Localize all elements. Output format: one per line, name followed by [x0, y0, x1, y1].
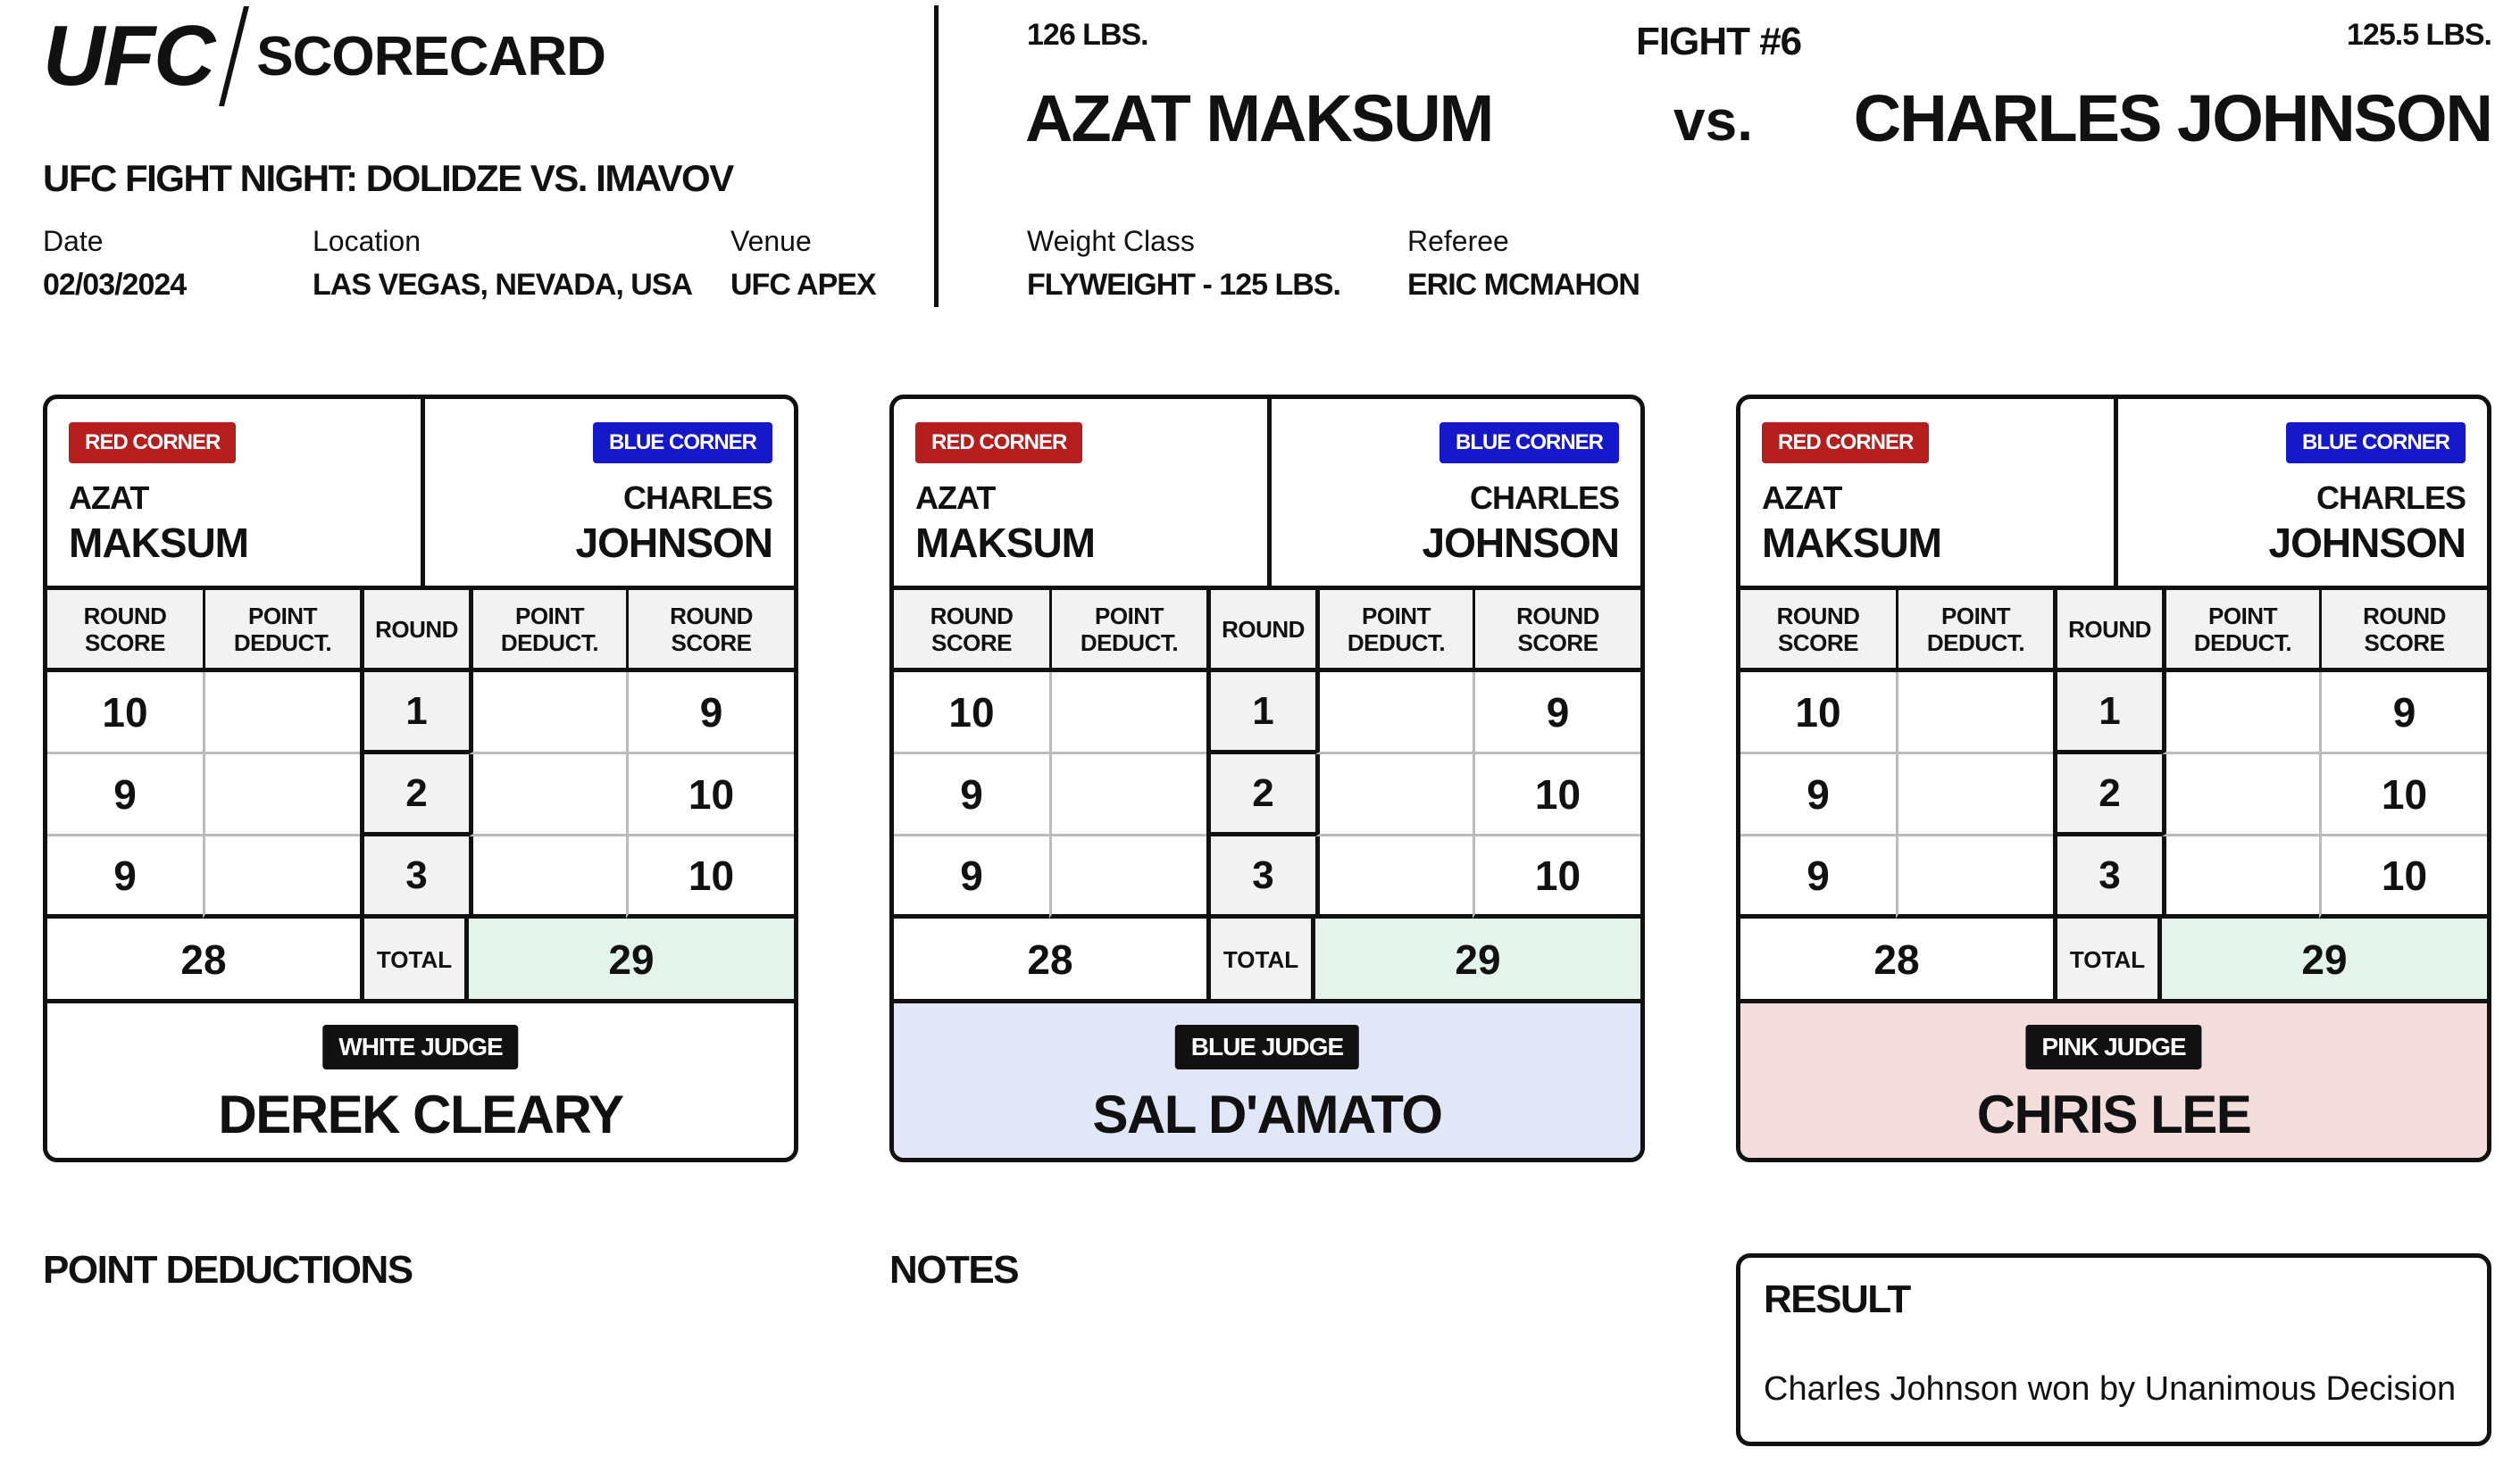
vs-label: vs. [1673, 88, 1753, 153]
blue-round-score: 10 [1473, 754, 1640, 836]
blue-fighter-name: CHARLES JOHNSON [1853, 81, 2491, 155]
blue-corner-badge: BLUE CORNER [2286, 422, 2466, 463]
header-line: ROUND [930, 602, 1014, 629]
round-number: 2 [360, 754, 469, 836]
red-corner-badge: RED CORNER [915, 422, 1082, 463]
round-row [1740, 672, 2487, 754]
header-line: SCORE [671, 628, 752, 656]
total-label: TOTAL [1206, 919, 1315, 1001]
header-line: POINT [1941, 602, 2010, 629]
round-row [47, 754, 794, 836]
header-line: ROUND [1516, 602, 1599, 629]
grid-header-cell [1740, 590, 1896, 672]
grid-header-cell [2319, 590, 2487, 672]
location-value: LAS VEGAS, NEVADA, USA [313, 268, 693, 302]
red-point-deduction [1049, 672, 1206, 754]
header-line: ROUND [83, 602, 167, 629]
red-total: 28 [1027, 936, 1073, 983]
round-row [47, 836, 794, 919]
total-row [1740, 919, 2487, 1001]
red-total: 28 [180, 936, 227, 983]
corner-split [421, 399, 425, 590]
blue-first-name: CHARLES [2316, 479, 2466, 516]
location-label: Location [313, 225, 421, 257]
header-line: ROUND [670, 602, 753, 629]
red-round-score: 9 [1740, 836, 1896, 919]
header-line: ROUND [375, 615, 458, 643]
grid-header-cell [1896, 590, 2053, 672]
grid-header-cell [1206, 590, 1315, 672]
blue-point-deduction [469, 672, 626, 754]
blue-total: 29 [1315, 919, 1640, 1001]
blue-round-score: 9 [1473, 672, 1640, 754]
red-round-score: 10 [47, 672, 203, 754]
blue-weight: 125.5 LBS. [2347, 18, 2491, 52]
header-line: POINT [2208, 602, 2277, 629]
scorecard-0 [43, 395, 798, 1162]
round-row [1740, 754, 2487, 836]
header-line: DEDUCT. [233, 628, 332, 656]
total-label: TOTAL [2053, 919, 2162, 1001]
blue-point-deduction [469, 754, 626, 836]
grid-header-cell [360, 590, 469, 672]
red-last-name: MAKSUM [69, 520, 248, 566]
scorecard-2 [1736, 395, 2491, 1162]
blue-point-deduction [2162, 836, 2319, 919]
judge-badge: BLUE JUDGE [1175, 1025, 1359, 1069]
round-number: 3 [1206, 836, 1315, 919]
blue-point-deduction [2162, 672, 2319, 754]
venue-value: UFC APEX [730, 268, 876, 302]
round-row [894, 672, 1640, 754]
judge-area [894, 999, 1640, 1162]
round-number: 3 [2053, 836, 2162, 919]
blue-total: 29 [469, 919, 794, 1001]
header-line: ROUND [1776, 602, 1860, 629]
blue-first-name: CHARLES [622, 479, 772, 516]
referee-label: Referee [1407, 225, 1509, 257]
red-point-deduction [203, 836, 360, 919]
total-row [894, 919, 1640, 1001]
event-title: UFC FIGHT NIGHT: DOLIDZE VS. IMAVOV [43, 157, 733, 199]
date-value: 02/03/2024 [43, 268, 187, 302]
header-line: DEDUCT. [2193, 628, 2292, 656]
logo-slash-divider [219, 6, 249, 106]
header-line: ROUND [2068, 615, 2151, 643]
blue-round-score: 10 [626, 754, 794, 836]
blue-round-score: 9 [626, 672, 794, 754]
red-round-score: 9 [1740, 754, 1896, 836]
blue-point-deduction [2162, 754, 2319, 836]
result-text: Charles Johnson won by Unanimous Decision [1764, 1370, 2457, 1408]
judge-badge: PINK JUDGE [2025, 1025, 2201, 1069]
red-total: 28 [1873, 936, 1920, 983]
ufc-logo [43, 7, 605, 105]
referee-value: ERIC MCMAHON [1407, 268, 1640, 302]
red-first-name: AZAT [915, 479, 996, 516]
grid-header-row [1740, 590, 2487, 672]
grid-header-cell [1315, 590, 1473, 672]
judge-name: CHRIS LEE [1976, 1085, 2251, 1144]
corner-header [1740, 399, 2487, 590]
grid-header-cell [203, 590, 360, 672]
notes-title: NOTES [889, 1248, 1019, 1292]
header-line: SCORE [85, 628, 165, 656]
grid-header-row [894, 590, 1640, 672]
round-row [1740, 836, 2487, 919]
grid-header-row [47, 590, 794, 672]
red-point-deduction [203, 754, 360, 836]
round-row [894, 754, 1640, 836]
header-line: POINT [1362, 602, 1431, 629]
red-point-deduction [1896, 836, 2053, 919]
header-line: DEDUCT. [1347, 628, 1446, 656]
grid-header-cell [2162, 590, 2319, 672]
header-line: POINT [1095, 602, 1164, 629]
header-line: DEDUCT. [1926, 628, 2025, 656]
red-point-deduction [1049, 754, 1206, 836]
judge-badge: WHITE JUDGE [322, 1025, 518, 1069]
red-round-score: 9 [894, 836, 1049, 919]
logo-text: UFC [43, 8, 214, 104]
blue-last-name: JOHNSON [575, 520, 772, 566]
round-number: 1 [2053, 672, 2162, 754]
round-number: 3 [360, 836, 469, 919]
round-number: 1 [360, 672, 469, 754]
grid-header-cell [1049, 590, 1206, 672]
blue-point-deduction [1315, 672, 1473, 754]
scorecard-1 [889, 395, 1645, 1162]
blue-total: 29 [2162, 919, 2487, 1001]
blue-round-score: 10 [2319, 836, 2487, 919]
blue-round-score: 10 [626, 836, 794, 919]
header-divider [934, 5, 939, 307]
red-round-score: 9 [894, 754, 1049, 836]
red-point-deduction [203, 672, 360, 754]
blue-first-name: CHARLES [1469, 479, 1619, 516]
round-number: 1 [1206, 672, 1315, 754]
blue-round-score: 9 [2319, 672, 2487, 754]
header-line: SCORE [2364, 628, 2445, 656]
grid-header-cell [47, 590, 203, 672]
result-box [1736, 1253, 2491, 1446]
blue-point-deduction [1315, 754, 1473, 836]
grid-header-cell [2053, 590, 2162, 672]
header-line: SCORE [1517, 628, 1598, 656]
blue-round-score: 10 [2319, 754, 2487, 836]
red-last-name: MAKSUM [915, 520, 1095, 566]
corner-split [1267, 399, 1272, 590]
fight-number: FIGHT #6 [1636, 20, 1802, 63]
corner-header [894, 399, 1640, 590]
red-weight: 126 LBS. [1027, 18, 1148, 52]
corner-split [2114, 399, 2118, 590]
round-row [47, 672, 794, 754]
blue-corner-badge: BLUE CORNER [593, 422, 772, 463]
judge-name: SAL D'AMATO [1092, 1085, 1442, 1144]
round-number: 2 [1206, 754, 1315, 836]
blue-last-name: JOHNSON [2268, 520, 2466, 566]
grid-header-cell [469, 590, 626, 672]
red-round-score: 9 [47, 836, 203, 919]
header-line: POINT [248, 602, 317, 629]
round-number: 2 [2053, 754, 2162, 836]
header-line: DEDUCT. [1080, 628, 1179, 656]
blue-corner-badge: BLUE CORNER [1439, 422, 1619, 463]
result-title: RESULT [1764, 1277, 1910, 1321]
logo-subtitle: SCORECARD [256, 25, 605, 87]
red-last-name: MAKSUM [1762, 520, 1941, 566]
weight-class-value: FLYWEIGHT - 125 LBS. [1027, 268, 1340, 302]
venue-label: Venue [730, 225, 812, 257]
blue-round-score: 10 [1473, 836, 1640, 919]
corner-header [47, 399, 794, 590]
date-label: Date [43, 225, 104, 257]
header-line: POINT [515, 602, 584, 629]
red-point-deduction [1896, 754, 2053, 836]
round-row [894, 836, 1640, 919]
blue-point-deduction [1315, 836, 1473, 919]
total-label: TOTAL [360, 919, 469, 1001]
red-first-name: AZAT [69, 479, 149, 516]
red-round-score: 9 [47, 754, 203, 836]
red-corner-badge: RED CORNER [69, 422, 236, 463]
grid-header-cell [1473, 590, 1640, 672]
red-round-score: 10 [1740, 672, 1896, 754]
blue-last-name: JOHNSON [1422, 520, 1619, 566]
red-point-deduction [1896, 672, 2053, 754]
judge-area [47, 999, 794, 1162]
point-deductions-title: POINT DEDUCTIONS [43, 1248, 413, 1292]
red-first-name: AZAT [1762, 479, 1842, 516]
red-fighter-name: AZAT MAKSUM [1025, 81, 1493, 155]
red-point-deduction [1049, 836, 1206, 919]
weight-class-label: Weight Class [1027, 225, 1195, 257]
header-line: ROUND [1222, 615, 1305, 643]
header-line: ROUND [2363, 602, 2446, 629]
header-line: DEDUCT. [500, 628, 599, 656]
red-corner-badge: RED CORNER [1762, 422, 1929, 463]
header-line: SCORE [931, 628, 1012, 656]
grid-header-cell [894, 590, 1049, 672]
header-line: SCORE [1778, 628, 1858, 656]
blue-point-deduction [469, 836, 626, 919]
judge-area [1740, 999, 2487, 1162]
red-round-score: 10 [894, 672, 1049, 754]
total-row [47, 919, 794, 1001]
judge-name: DEREK CLEARY [218, 1085, 623, 1144]
grid-header-cell [626, 590, 794, 672]
